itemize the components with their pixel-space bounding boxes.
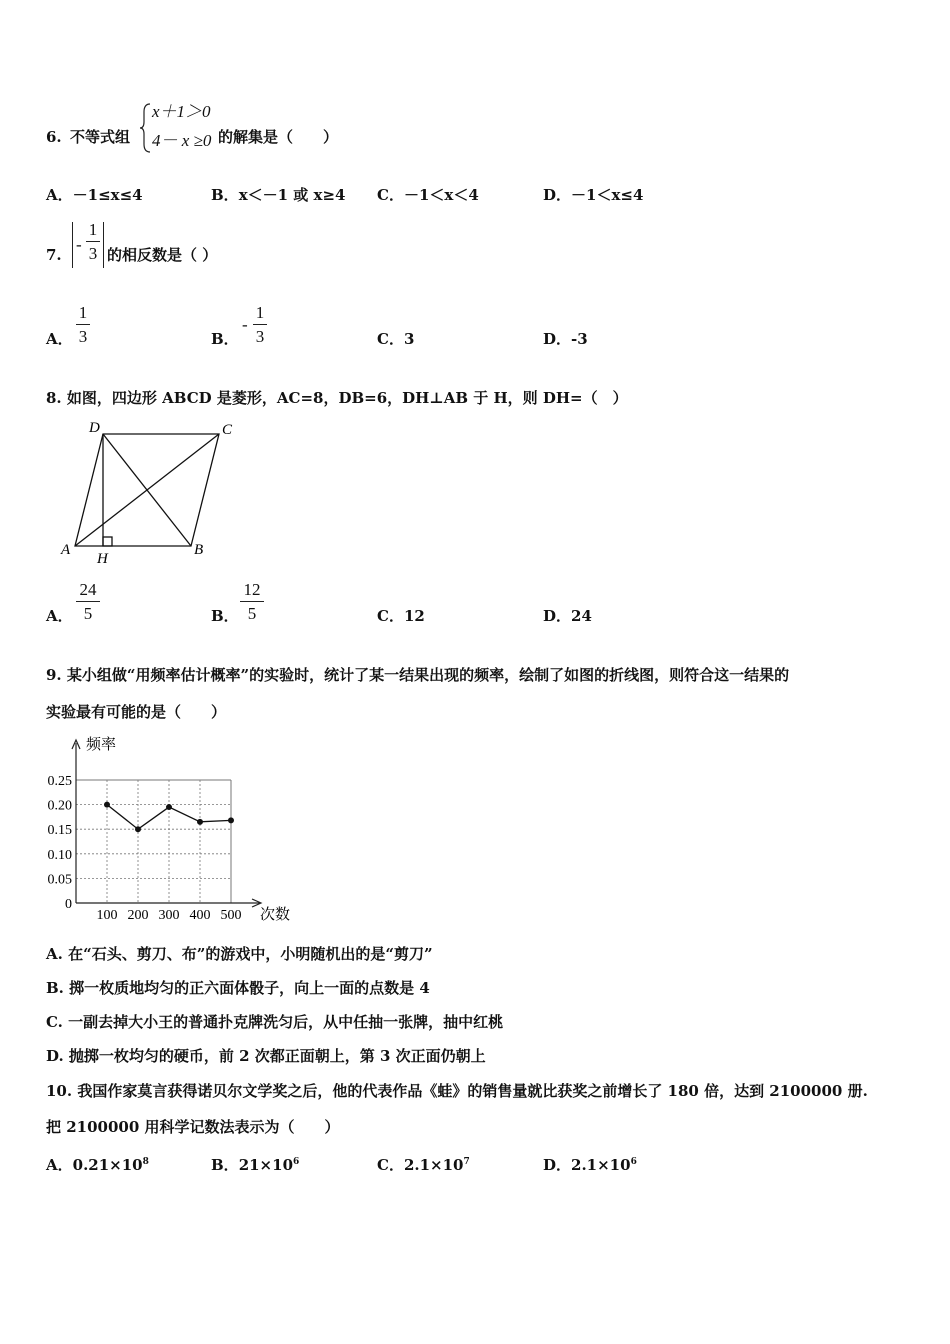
data-point <box>135 826 141 832</box>
q10-option-a[interactable]: A．$0.21\times 10^8$ <box>46 1156 149 1174</box>
q7-abs-sign: - <box>76 235 82 254</box>
x-tick-label: 300 <box>158 908 180 923</box>
label-d: D <box>89 420 100 436</box>
q6-option-d[interactable]: D．－1＜x≤4 <box>543 186 644 204</box>
q10-option-d[interactable]: D．$2.1\times 10^6$ <box>543 1156 637 1174</box>
q6-tail: 的解集是（ ） <box>218 128 339 146</box>
q7-abs-left-bar <box>72 222 73 268</box>
q7-option-a-letter[interactable]: A． <box>46 330 73 348</box>
q7-option-c[interactable]: C．3 <box>377 330 415 348</box>
q6-option-b[interactable]: B．x＜－1 或 x≥4 <box>211 186 346 204</box>
q9-option-c[interactable]: C. 一副去掉大小王的普通扑克牌洗匀后，从中任抽一张牌，抽中红桃 <box>46 1013 504 1031</box>
y-tick-label: 0 <box>65 897 72 912</box>
q7-abs-fraction: 1 3 <box>86 221 100 263</box>
q6-number: 6. <box>46 128 62 146</box>
q9-line2: 实验最有可能的是（ ） <box>46 703 227 721</box>
x-tick-label: 200 <box>127 908 149 923</box>
q8-text: 8. 如图，四边形 ABCD 是菱形，AC=8，DB=6，DH⊥AB 于 H，则 DH=（ ） <box>46 389 628 407</box>
data-point <box>166 804 172 810</box>
x-tick-label: 400 <box>189 908 211 923</box>
rhombus-figure <box>55 415 245 570</box>
frequency-line-chart <box>40 735 300 925</box>
q6-option-a[interactable]: A．－1≤x≤4 <box>46 186 143 204</box>
q6-eq1: x＋1＞0 <box>152 102 211 121</box>
q8-option-a-letter[interactable]: A． <box>46 607 73 625</box>
q10-option-b[interactable]: B．$21\times 10^6$ <box>211 1156 300 1174</box>
q10-line2: 把 2100000 用科学记数法表示为（ ） <box>46 1118 340 1136</box>
q7-tail: 的相反数是（ ） <box>107 246 218 264</box>
q6-option-c[interactable]: C．－1＜x＜4 <box>377 186 479 204</box>
q8-option-b-fraction: 12 5 <box>240 581 264 623</box>
x-tick-label: 500 <box>220 908 242 923</box>
q7-option-d[interactable]: D．-3 <box>543 330 588 348</box>
q7-option-b-fraction: 1 3 <box>253 304 267 346</box>
q9-line1: 9. 某小组做“用频率估计概率”的实验时，统计了某一结果出现的频率，绘制了如图的折线图，则符合这一结果的 <box>46 666 790 684</box>
y-tick-label: 0.05 <box>47 872 72 888</box>
data-point <box>197 819 203 825</box>
right-angle-mark <box>103 537 112 546</box>
q9-option-a[interactable]: A. 在“石头、剪刀、布”的游戏中，小明随机出的是“剪刀” <box>46 945 433 963</box>
data-point <box>228 817 234 823</box>
y-tick-label: 0.25 <box>47 774 72 789</box>
x-tick-label: 100 <box>96 908 118 923</box>
label-a: A <box>61 542 71 558</box>
q8-option-b-letter[interactable]: B． <box>211 607 239 625</box>
y-tick-label: 0.10 <box>47 847 72 863</box>
q6-lead: 不等式组 <box>70 128 131 146</box>
q9-option-b[interactable]: B. 掷一枚质地均匀的正六面体骰子，向上一面的点数是 4 <box>46 979 430 997</box>
y-tick-label: 0.15 <box>47 823 72 839</box>
x-axis-label: 次数 <box>260 907 291 923</box>
label-h: H <box>97 551 108 567</box>
q10-line1: 10. 我国作家莫言获得诺贝尔文学奖之后，他的代表作品《蛙》的销售量就比获奖之前增长了 180 倍，达到 2100000 册. <box>46 1082 868 1100</box>
q8-option-d[interactable]: D．24 <box>543 607 592 625</box>
q7-number: 7. <box>46 246 62 264</box>
q6-brace <box>140 102 152 154</box>
q7-option-b-letter[interactable]: B． <box>211 330 239 348</box>
q6-eq2: 4－ x ≥0 <box>152 131 212 150</box>
q7-option-a-fraction: 1 3 <box>76 304 90 346</box>
q10-option-c[interactable]: C．$2.1\times 10^7$ <box>377 1156 470 1174</box>
y-tick-label: 0.20 <box>47 798 72 814</box>
data-point <box>104 802 110 808</box>
q8-option-c[interactable]: C．12 <box>377 607 425 625</box>
y-axis-label: 频率 <box>86 737 117 753</box>
label-b: B <box>194 542 204 558</box>
diagonal-ac <box>75 434 219 546</box>
label-c: C <box>222 422 233 438</box>
q7-abs-right-bar <box>103 222 104 268</box>
q8-option-a-fraction: 24 5 <box>76 581 100 623</box>
q9-option-d[interactable]: D. 抛掷一枚均匀的硬币，前 2 次都正面朝上，第 3 次正面仍朝上 <box>46 1047 486 1065</box>
q7-option-b-sign: - <box>242 315 248 334</box>
